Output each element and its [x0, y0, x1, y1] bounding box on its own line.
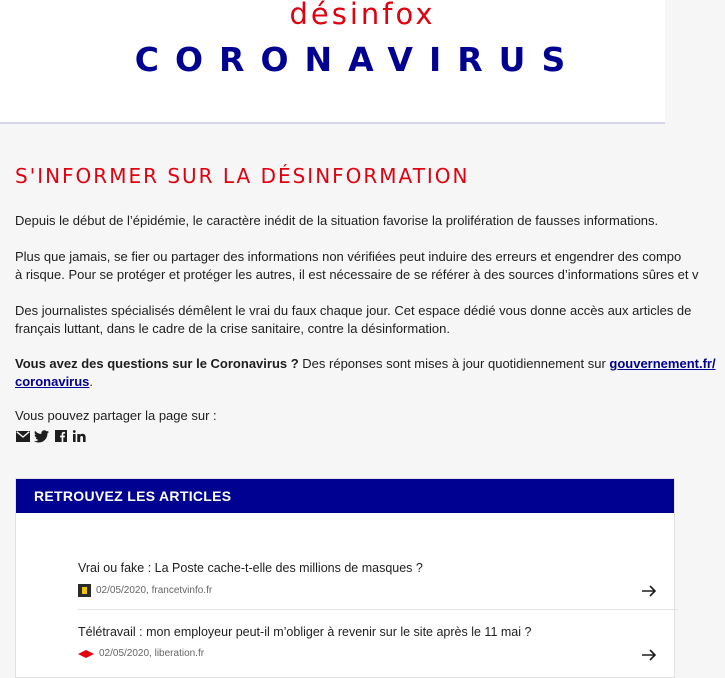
article-date-source: 02/05/2020, francetvinfo.fr	[96, 585, 213, 596]
warning-line-1: Plus que jamais, se fier ou partager des informations non vérifiées peut induire des erreurs et engendrer des compo	[15, 249, 682, 264]
article-meta	[78, 584, 678, 597]
mail-icon[interactable]	[15, 429, 30, 443]
journalists-paragraph	[15, 302, 715, 338]
article-item[interactable]	[78, 561, 678, 597]
article-date-source: 02/05/2020, liberation.fr	[99, 648, 205, 659]
articles-bar-title: RETROUVEZ LES ARTICLES	[16, 479, 674, 513]
logo-desinfox[interactable]: désinfox	[289, 0, 436, 31]
journalists-line-2: français luttant, dans le cadre de la crise sanitaire, contre la désinformation.	[15, 321, 451, 336]
liberation-logo-icon	[78, 650, 94, 658]
article-meta	[78, 648, 678, 659]
linkedin-icon[interactable]	[72, 429, 87, 443]
intro-paragraph: Depuis le début de l’épidémie, le caractère inédit de la situation favorise la prolifération de fausses informations.	[15, 213, 659, 228]
section-title: S'INFORMER SUR LA DÉSINFORMATION	[15, 164, 470, 188]
articles-panel	[15, 478, 675, 678]
arrow-right-icon[interactable]	[641, 584, 657, 598]
coronavirus-link[interactable]: coronavirus	[15, 374, 90, 389]
article-item[interactable]	[78, 625, 678, 659]
arrow-right-icon[interactable]	[641, 648, 657, 662]
article-title[interactable]: Télétravail : mon employeur peut-il m’obliger à revenir sur le site après le 11 mai ?	[78, 625, 532, 639]
questions-text: Des réponses sont mises à jour quotidiennement sur	[298, 356, 610, 371]
share-label: Vous pouvez partager la page sur :	[15, 408, 217, 423]
francetvinfo-logo-icon	[78, 584, 91, 597]
logo-coronavirus[interactable]: CORONAVIRUS	[134, 40, 582, 79]
site-header	[0, 0, 665, 124]
twitter-icon[interactable]	[34, 429, 49, 443]
questions-heading: Vous avez des questions sur le Coronavirus ?	[15, 356, 299, 371]
journalists-line-1: Des journalistes spécialisés démêlent le vrai du faux chaque jour. Cet espace dédié vous donne accès aux articles de	[15, 303, 692, 318]
warning-line-2: à risque. Pour se protéger et protéger les autres, il est nécessaire de se référer à des sources d’informations sûres et v	[15, 267, 699, 282]
facebook-icon[interactable]	[53, 429, 68, 443]
warning-paragraph	[15, 248, 715, 284]
questions-end: .	[89, 374, 94, 389]
article-divider	[78, 609, 678, 610]
questions-paragraph	[15, 355, 715, 391]
share-icons	[15, 429, 87, 443]
article-title[interactable]: Vrai ou fake : La Poste cache-t-elle des millions de masques ?	[78, 561, 423, 575]
gouvernement-link[interactable]: gouvernement.fr/	[609, 356, 716, 371]
